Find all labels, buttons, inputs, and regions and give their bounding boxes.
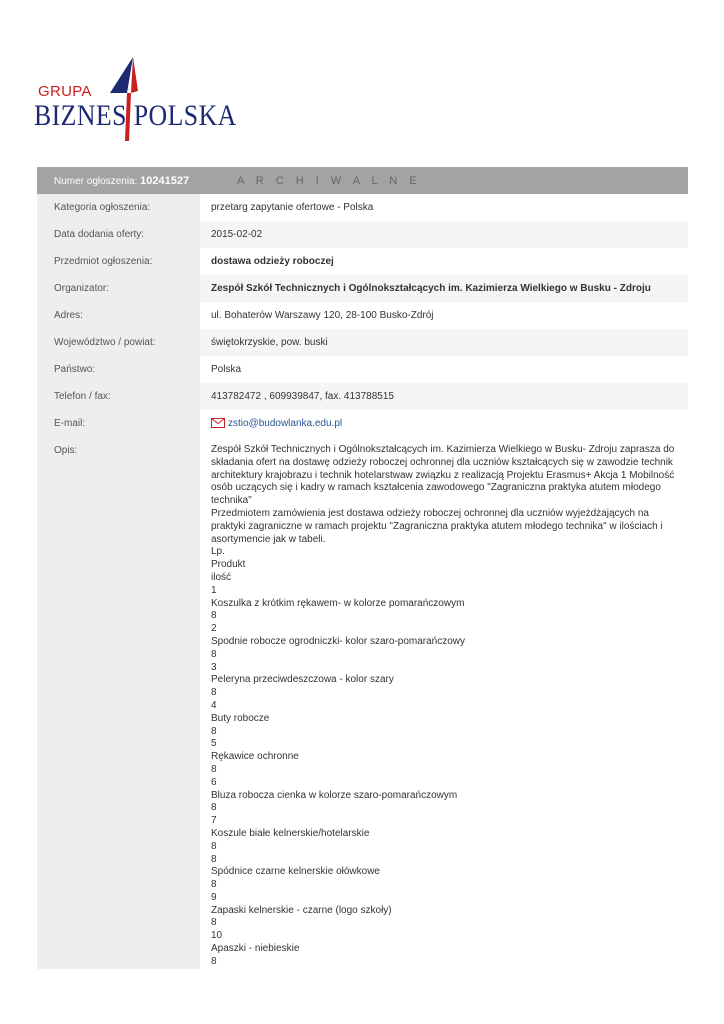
product-list-line: 2 [211,623,217,635]
row-value [200,410,688,437]
product-list-line: 4 [211,699,217,711]
product-list-line: 8 [211,725,217,737]
product-list-line: Bluza robocza cienka w kolorze szaro-pomarańczowym [211,789,458,801]
product-list-line: Buty robocze [211,712,270,724]
product-list-line: 10 [211,930,223,942]
row-email [37,410,688,437]
row-address [37,302,688,329]
announcement-number [37,167,200,194]
product-list-line: 9 [211,891,217,903]
product-list-line: Lp. [211,546,225,558]
row-value: 2015-02-02 [200,221,688,248]
row-date [37,221,688,248]
description-paragraph: Przedmiotem zamówienia jest dostawa odzieży roboczej ochronnej dla uczniów wyjeżdżających na praktyki zagraniczne w ramach projektu "Zagraniczna praktyka atutem młodego technika" w ilościach i asortymencie jak w tabeli. [211,507,663,545]
envelope-icon [211,418,225,428]
row-subject [37,248,688,275]
product-list-line: Koszulka z krótkim rękawem- w kolorze pomarańczowym [211,597,465,609]
product-list-line: 8 [211,610,217,622]
product-list-line: 5 [211,738,217,750]
row-value: Zespół Szkół Technicznych i Ogólnokształcących im. Kazimierza Wielkiego w Busku - Zdroju [200,275,688,302]
site-logo[interactable] [34,55,237,145]
product-list [211,546,677,968]
logo-biznes-polska-text: BIZNES POLSKA [34,99,237,132]
product-list-line: 8 [211,687,217,699]
header-row [37,167,688,194]
row-label: Przedmiot ogłoszenia: [37,248,200,275]
product-list-line: 8 [211,840,217,852]
product-list-line: Produkt [211,559,246,571]
row-label: Kategoria ogłoszenia: [37,194,200,221]
row-voivodeship [37,329,688,356]
product-list-line: 8 [211,853,217,865]
product-list-line: 8 [211,917,217,929]
row-label: Województwo / powiat: [37,329,200,356]
row-value: świętokrzyskie, pow. buski [200,329,688,356]
product-list-line: Apaszki - niebieskie [211,943,300,955]
product-list-line: 1 [211,584,217,596]
product-list-line: Spódnice czarne kelnerskie ołówkowe [211,866,380,878]
description-body [200,437,688,969]
row-organizer [37,275,688,302]
row-label: Organizator: [37,275,200,302]
product-list-line: 8 [211,879,217,891]
product-list-line: Koszule białe kelnerskie/hotelarskie [211,827,370,839]
description-paragraph: Zespół Szkół Technicznych i Ogólnokształcących im. Kazimierza Wielkiego w Busku- Zdroju zaprasza do składania ofert na dostawę odzieży roboczej ochronnej dla uczniów kształcących się w zawodzie technik architektury krajobrazu i technik hotelarstwaw związku z realizacją Projektu Erasmus+ Akcja 1 Mobilność osób uczących się i kadry w ramach kształcenia zawodowego "Zagraniczna praktyka atutem młodego technika" [211,444,675,507]
logo-grupa-text: GRUPA [38,83,92,100]
row-description [37,437,688,969]
product-list-line: 8 [211,802,217,814]
row-label: Państwo: [37,356,200,383]
announcement-table [37,167,688,969]
product-list-line: 3 [211,661,217,673]
row-value: Polska [211,364,242,375]
number-value: 10241527 [140,174,190,187]
row-label: Adres: [37,302,200,329]
status-archived: A R C H I W A L N E [200,167,688,194]
product-list-line: Spodnie robocze ogrodniczki- kolor szaro-pomarańczowy [211,635,466,647]
number-label: Numer ogłoszenia: [54,175,138,187]
row-label: E-mail: [37,410,200,437]
row-label: Data dodania oferty: [37,221,200,248]
product-list-line: 8 [211,648,217,660]
product-list-line: Rękawice ochronne [211,751,299,763]
product-list-line: 8 [211,763,217,775]
row-value: dostawa odzieży roboczej [211,256,334,267]
row-value: ul. Bohaterów Warszawy 120, 28-100 Busko-Zdrój [211,310,434,321]
email-link[interactable]: zstio@budowlanka.edu.pl [228,418,343,429]
row-value: przetarg zapytanie ofertowe - Polska [211,202,374,213]
product-list-line: 8 [211,955,217,967]
row-category [37,194,688,221]
product-list-line: ilość [211,571,232,583]
product-list-line: Zapaski kelnerskie - czarne (logo szkoły) [211,904,392,916]
row-value: 413782472 , 609939847, fax. 413788515 [200,383,688,410]
product-list-line: 6 [211,776,217,788]
product-list-line: 7 [211,815,217,827]
row-country [37,356,688,383]
row-phone [37,383,688,410]
row-label: Opis: [37,437,200,969]
row-label: Telefon / fax: [37,383,200,410]
product-list-line: Peleryna przeciwdeszczowa - kolor szary [211,674,394,686]
